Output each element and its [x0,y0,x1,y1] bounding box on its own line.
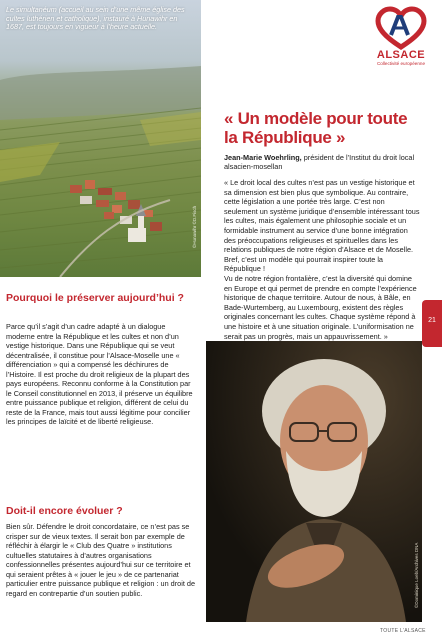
portrait-credit: ©Dominique Loeb/Archives DNA [414,542,419,608]
photo-caption: Le simultanéum (accueil au sein d’une même église des cultes luthérien et catholique), instauré à Hunawihr en 1687, est toujours en vigueur à l’heure actuelle. [6,5,185,32]
footer-text: TOUTE L’ALSACE [380,628,426,634]
quote-paragraph: Vu de notre région frontalière, c’est la diversité qui domine en Europe et qui permet de prendre en compte l’expérience historique de chaque territoire. Autour de nous, à Bâle, en Bade-Wurtemberg, au Luxembourg, existent des règles originales concernant les cultes. Chaque système répond à une histoire et à une situation originale. L’uniformisation ne serait pas un progrès, mais un appauvrissement. » [224,273,417,341]
logo-subtitle: Collectivité européenne [376,61,425,66]
section-heading: Pourquoi le préserver aujourd’hui ? [6,292,184,304]
quote-paragraph: « Le droit local des cultes n’est pas un vestige historique et sa dimension est bien plus que symbolique. Au contraire, cette législation a une portée très large. C’est non seulement un système juridique d’ensemble intéressant tous les cultes, mais également une philosophie sociale et un formidable instrument au service d’une bonne intégration des préoccupations religieuses et spirituelles dans les relations publiques de notre région d’Alsace et de Moselle. Bref, c’est un modèle qui pourrait inspirer toute la République ! [224,178,420,274]
photo-credit: ©Hunawihr ©D.Fisch [192,205,197,248]
article-headline: « Un modèle pour toute la République » [224,109,408,147]
page-number: 21 [428,317,436,324]
section-heading: Doit-il encore évoluer ? [6,505,123,517]
vineyard-photo [0,0,201,277]
section-body: Parce qu’il s’agit d’un cadre adapté à un dialogue moderne entre la République et les cultes et non d’un vestige historique. Dans une République qui se veut décentralisée, il constitue pour l’Alsace-Moselle une « différenciation » qui a compensé les déchirures de l’Histoire. Il est proche du droit religieux de la plupart des pays européens. Reconnu conforme à la Constitution par le Conseil constitutionnel en 2013, il préserve un équilibre entre puissance publique et religion, différent de celui du reste de la France, mais tout aussi légitime pour concilier les principes de laïcité et de liberté religieuse. [6,322,193,427]
logo-wordmark: ALSACE [376,49,426,61]
byline-role: président de l’Institut du droit local alsacien-mosellan [224,153,415,172]
byline [224,153,420,172]
portrait-photo [206,341,422,622]
section-body: Bien sûr. Défendre le droit concordataire, ce n’est pas se crisper sur de vieux textes. Il serait bon par exemple de réfléchir à élargir le « Club des Quatre » institutions cultuelles statutaires à d’autres organisations confessionnelles présentes aujourd’hui sur ce territoire et qui seraient prêtes à « jouer le jeu » de ce partenariat particulier entre puissance publique et religion : un droit de regard en contrepartie d’un soutien public. [6,522,196,598]
byline-name: Jean-Marie Woehrling, [224,153,302,162]
quote-text [224,178,420,341]
